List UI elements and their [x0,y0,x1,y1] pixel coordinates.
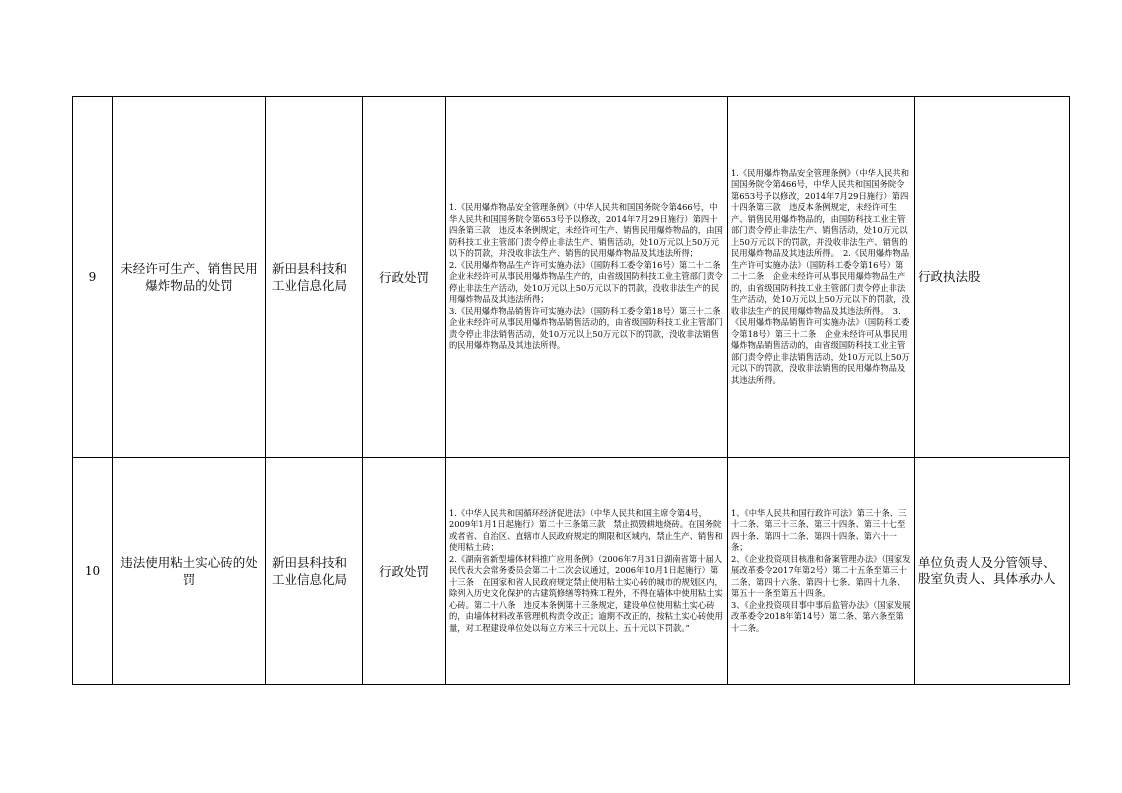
legal-basis-item: 3.《民用爆炸物品销售许可实施办法》（国防科工委令第18号）第三十二条 企业未经许可从事民用爆炸物品销售活动的，由省级国防科技工业主管部门责令停止非法销售活动，处10万元以上50万元以下的罚款，没收非法销售的民用爆炸物品及其违法所得。 [449,305,729,351]
discretion-standard [728,458,915,685]
penalty-table [72,96,1070,685]
item-name: 未经许可生产、销售民用爆炸物品的处罚 [113,97,266,458]
legal-basis-item: 1.《民用爆炸物品安全管理条例》（中华人民共和国国务院令第466号，中华人民共和国国务院令第653号予以修改，2014年7月29日施行）第四十四条第三款 违反本条例规定，未经许可生产、销售民用爆炸物品的，由国防科技工业主管部门责令停止非法生产、销售活动，处10万元以上50万元以下的罚款，并没收非法生产、销售的民用爆炸物品及其违法所得； [449,202,723,259]
discretion-standard: 1.《民用爆炸物品安全管理条例》（中华人民共和国国务院令第466号，中华人民共和国国务院令第653号予以修改，2014年7月29日施行）第四十四条第三款 违反本条例规定，未经许可生产、销售民用爆炸物品的，由国防科技工业主管部门责令停止非法生产、销售活动，处10万元以上50万元以下的罚款，并没收非法生产、销售的民用爆炸物品及其违法所得。 2.《民用爆炸物品生产许可实施办法》（国防科工委令第16号）第二十二条 企业未经许可从事民用爆炸物品生产的，由省级国防科技工业主管部门责令停止非法生产活动，处10万元以上50万元以下的罚款，没收非法生产的民用爆炸物品及其违法所得。 3.《民用爆炸物品销售许可实施办法》（国防科工委令第18号）第三十二条 企业未经许可从事民用爆炸物品销售活动的，由省级国防科技工业主管部门责令停止非法销售活动，处10万元以上50万元以下的罚款，没收非法销售的民用爆炸物品及其违法所得。 [728,97,915,458]
power-type: 行政处罚 [363,97,446,458]
legal-basis-item: 1.《中华人民共和国循环经济促进法》（中华人民共和国主席令第4号，2009年1月1日起施行）第二十三条第三款 禁止损毁耕地烧砖。在国务院或者省、自治区、直辖市人民政府规定的期限和区域内，禁止生产、销售和使用粘土砖； [449,507,723,553]
row-number: 9 [73,97,113,458]
responsible-unit: 单位负责人及分管领导、股室负责人、具体承办人 [915,458,1070,685]
item-name: 违法使用粘土实心砖的处罚 [113,458,266,685]
department: 新田县科技和工业信息化局 [266,458,363,685]
legal-basis-item: 2.《湖南省新型墙体材料推广应用条例》（2006年7月31日湖南省第十届人民代表大会常务委员会第二十二次会议通过，2006年10月1日起施行）第十三条 在国家和省人民政府规定禁止使用粘土实心砖的城市的规划区内，除列入历史文化保护的古建筑修缮等特殊工程外，不得在墙体中使用粘土实心砖。第二十八条 违反本条例第十三条规定，建设单位使用粘土实心砖的，由墙体材料改革管理机构责令改正；逾期不改正的，按粘土实心砖使用量，对工程建设单位处以每立方米三十元以上、五十元以下罚款。” [449,553,723,633]
standard-item: 1、《中华人民共和国行政许可法》第三十条、三十二条、第三十三条、第三十四条、第三十七至四十条、第四十二条、第四十四条、第六十一条； [731,507,907,553]
responsible-unit: 行政执法股 [915,97,1070,458]
table-row [73,97,1070,458]
legal-basis [446,458,728,685]
row-number: 10 [73,458,113,685]
power-type: 行政处罚 [363,458,446,685]
standard-item: 2、《企业投资项目核准和备案管理办法》（国家发展改革委令2017年第2号）第二十五条至第三十二条、第四十六条、第四十七条、第四十九条、第五十一条至第五十四条。 [731,553,911,599]
legal-basis-item: 2.《民用爆炸物品生产许可实施办法》（国防科工委令第16号）第二十二条 企业未经许可从事民用爆炸物品生产的，由省级国防科技工业主管部门责令停止非法生产活动，处10万元以上50万元以下的罚款，没收非法生产的民用爆炸物品及其违法所得； [449,259,729,305]
standard-item: 3、《企业投资项目事中事后监管办法》（国家发展改革委令2018年第14号）第二条、第六条至第十二条。 [731,599,911,633]
legal-basis [446,97,728,458]
department: 新田县科技和工业信息化局 [266,97,363,458]
table-row [73,458,1070,685]
